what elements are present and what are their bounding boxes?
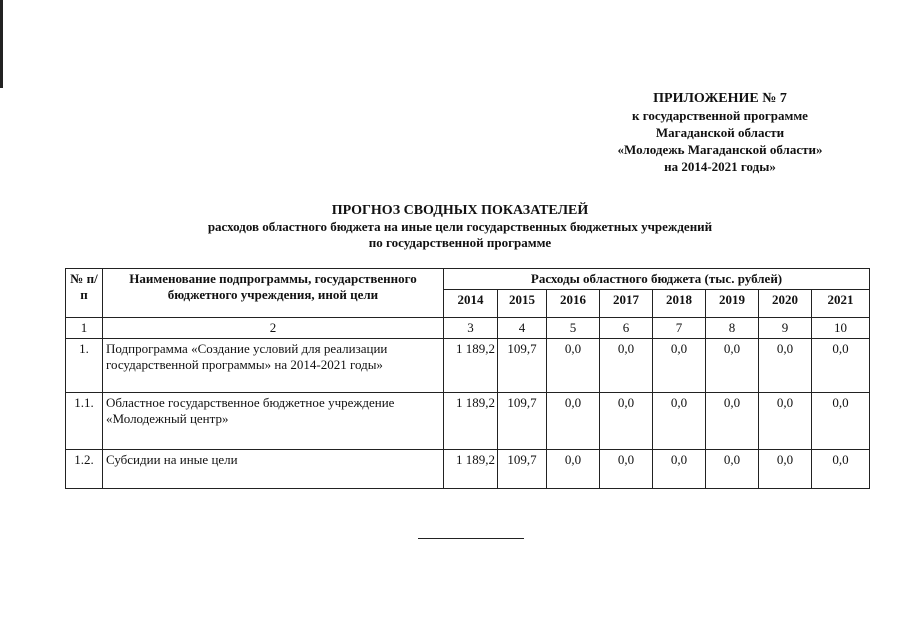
value-cell: 0,0 <box>547 393 600 450</box>
table-header-row <box>66 269 870 290</box>
row-name: Субсидии на иные цели <box>103 450 444 489</box>
table-row <box>66 339 870 393</box>
header-budget: Расходы областного бюджета (тыс. рублей) <box>444 269 870 290</box>
row-name: Областное государственное бюджетное учреждение «Молодежный центр» <box>103 393 444 450</box>
appendix-block <box>560 90 880 175</box>
table-row <box>66 393 870 450</box>
year-header: 2017 <box>600 290 653 318</box>
value-cell: 0,0 <box>812 339 870 393</box>
column-number: 8 <box>706 318 759 339</box>
row-name: Подпрограмма «Создание условий для реализации государственной программы» на 2014-2021 годы» <box>103 339 444 393</box>
appendix-line: «Молодежь Магаданской области» <box>617 142 823 157</box>
appendix-line: Магаданской области <box>655 125 785 140</box>
document-subtitle: по государственной программе <box>368 235 552 250</box>
value-cell: 0,0 <box>706 450 759 489</box>
value-cell: 0,0 <box>759 450 812 489</box>
value-cell: 0,0 <box>706 339 759 393</box>
year-header: 2015 <box>498 290 547 318</box>
table-row <box>66 450 870 489</box>
column-number: 7 <box>653 318 706 339</box>
value-cell: 1 189,2 <box>444 450 498 489</box>
document-title: ПРОГНОЗ СВОДНЫХ ПОКАЗАТЕЛЕЙ <box>331 203 589 218</box>
value-cell: 0,0 <box>653 450 706 489</box>
value-cell: 0,0 <box>600 339 653 393</box>
value-cell: 0,0 <box>600 450 653 489</box>
column-number: 4 <box>498 318 547 339</box>
value-cell: 1 189,2 <box>444 339 498 393</box>
column-number: 5 <box>547 318 600 339</box>
column-number: 2 <box>103 318 444 339</box>
column-number: 3 <box>444 318 498 339</box>
document-heading <box>60 203 860 251</box>
column-number: 9 <box>759 318 812 339</box>
value-cell: 109,7 <box>498 450 547 489</box>
value-cell: 0,0 <box>812 393 870 450</box>
value-cell: 0,0 <box>706 393 759 450</box>
column-number: 10 <box>812 318 870 339</box>
value-cell: 0,0 <box>547 339 600 393</box>
value-cell: 1 189,2 <box>444 393 498 450</box>
appendix-line: на 2014-2021 годы» <box>664 159 776 174</box>
column-numbering-row <box>66 318 870 339</box>
row-number: 1.2. <box>66 450 103 489</box>
value-cell: 0,0 <box>759 393 812 450</box>
row-number: 1. <box>66 339 103 393</box>
end-divider-line <box>418 538 524 539</box>
page-edge-mark <box>0 0 3 88</box>
header-name: Наименование подпрограммы, государственного бюджетного учреждения, иной цели <box>103 269 444 318</box>
year-header: 2020 <box>759 290 812 318</box>
row-number: 1.1. <box>66 393 103 450</box>
year-header: 2019 <box>706 290 759 318</box>
header-number: № п/п <box>66 269 103 318</box>
value-cell: 0,0 <box>653 393 706 450</box>
value-cell: 0,0 <box>759 339 812 393</box>
value-cell: 0,0 <box>812 450 870 489</box>
budget-table <box>65 268 870 489</box>
year-header: 2021 <box>812 290 870 318</box>
value-cell: 109,7 <box>498 393 547 450</box>
column-number: 1 <box>66 318 103 339</box>
column-number: 6 <box>600 318 653 339</box>
year-header: 2018 <box>653 290 706 318</box>
value-cell: 109,7 <box>498 339 547 393</box>
appendix-title: ПРИЛОЖЕНИЕ № 7 <box>653 91 787 106</box>
value-cell: 0,0 <box>547 450 600 489</box>
value-cell: 0,0 <box>600 393 653 450</box>
year-header: 2014 <box>444 290 498 318</box>
value-cell: 0,0 <box>653 339 706 393</box>
document-subtitle: расходов областного бюджета на иные цели государственных бюджетных учреждений <box>207 219 713 234</box>
year-header: 2016 <box>547 290 600 318</box>
appendix-line: к государственной программе <box>632 108 808 123</box>
